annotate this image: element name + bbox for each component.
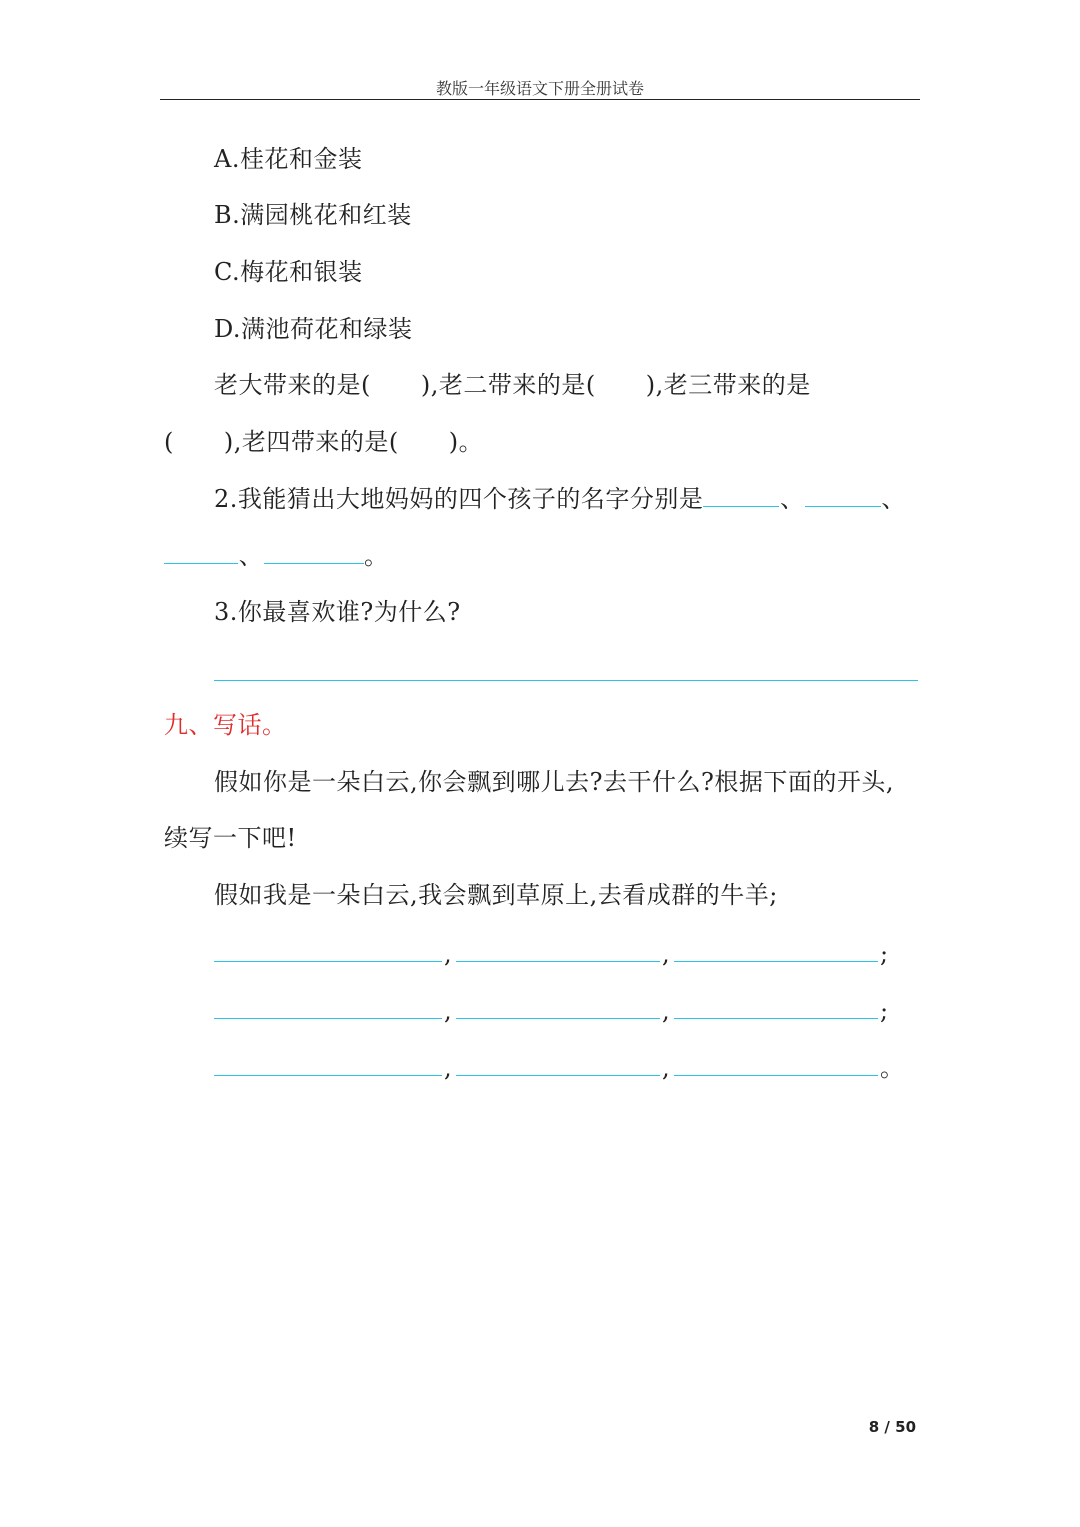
- comma: ,: [444, 940, 452, 968]
- fill-sentence-part4: (: [164, 428, 174, 456]
- question-2-text: 2.我能猜出大地妈妈的四个孩子的名字分别是: [214, 485, 704, 513]
- q3-answer-line[interactable]: [214, 680, 918, 681]
- section-9-prompt-line1: 假如你是一朵白云,你会飘到哪儿去?去干什么?根据下面的开头,: [214, 768, 894, 796]
- section-9-start-line: 假如我是一朵白云,我会飘到草原上,去看成群的牛羊;: [214, 881, 778, 909]
- writing-row-2: [214, 995, 892, 1027]
- option-b: B.满园桃花和红装: [214, 201, 412, 229]
- fill-sentence-part3: ),老三带来的是: [645, 371, 811, 399]
- q2-sep-2: 、: [881, 485, 906, 513]
- writing-row-3: [214, 1052, 904, 1084]
- q2-blank-3[interactable]: [164, 541, 238, 564]
- semicolon: ;: [880, 997, 889, 1025]
- q2-sep-3: 、: [238, 542, 264, 570]
- writing-blank[interactable]: [214, 939, 442, 962]
- option-d: D.满池荷花和绿装: [214, 315, 413, 343]
- q2-blank-4[interactable]: [264, 541, 364, 564]
- fill-sentence-part2: ),老二带来的是(: [420, 371, 596, 399]
- header-divider: [160, 99, 920, 100]
- period: 。: [880, 1054, 904, 1082]
- semicolon: ;: [880, 940, 889, 968]
- q2-blank-1[interactable]: [703, 484, 779, 507]
- comma: ,: [444, 1054, 452, 1082]
- section-9-prompt-line2: 续写一下吧!: [164, 824, 297, 852]
- section-9-title: 九、写话。: [164, 711, 287, 739]
- question-3-text: 3.你最喜欢谁?为什么?: [214, 598, 461, 626]
- question-2-line1: [214, 483, 906, 515]
- comma: ,: [662, 940, 670, 968]
- writing-blank[interactable]: [674, 939, 878, 962]
- q2-blank-2[interactable]: [805, 484, 881, 507]
- q2-sep-1: 、: [780, 485, 805, 513]
- question-2-line2: [164, 540, 389, 572]
- q2-end: 。: [364, 542, 389, 570]
- writing-blank[interactable]: [456, 996, 660, 1019]
- fill-sentence-line1: [214, 369, 811, 401]
- fill-sentence-part1: 老大带来的是(: [214, 371, 371, 399]
- page-number: 8 / 50: [868, 1418, 916, 1436]
- writing-blank[interactable]: [456, 939, 660, 962]
- fill-sentence-line2: [164, 426, 483, 458]
- comma: ,: [444, 997, 452, 1025]
- writing-blank[interactable]: [214, 996, 442, 1019]
- writing-blank[interactable]: [674, 996, 878, 1019]
- page-header-title: 教版一年级语文下册全册试卷: [435, 79, 644, 98]
- fill-sentence-part5: ),老四带来的是(: [223, 428, 399, 456]
- writing-blank[interactable]: [456, 1053, 660, 1076]
- option-a: A.桂花和金装: [214, 145, 363, 173]
- comma: ,: [662, 997, 670, 1025]
- writing-blank[interactable]: [214, 1053, 442, 1076]
- option-c: C.梅花和银装: [214, 258, 363, 286]
- comma: ,: [662, 1054, 670, 1082]
- writing-blank[interactable]: [674, 1053, 878, 1076]
- writing-row-1: [214, 938, 892, 970]
- fill-sentence-part6: )。: [448, 428, 484, 456]
